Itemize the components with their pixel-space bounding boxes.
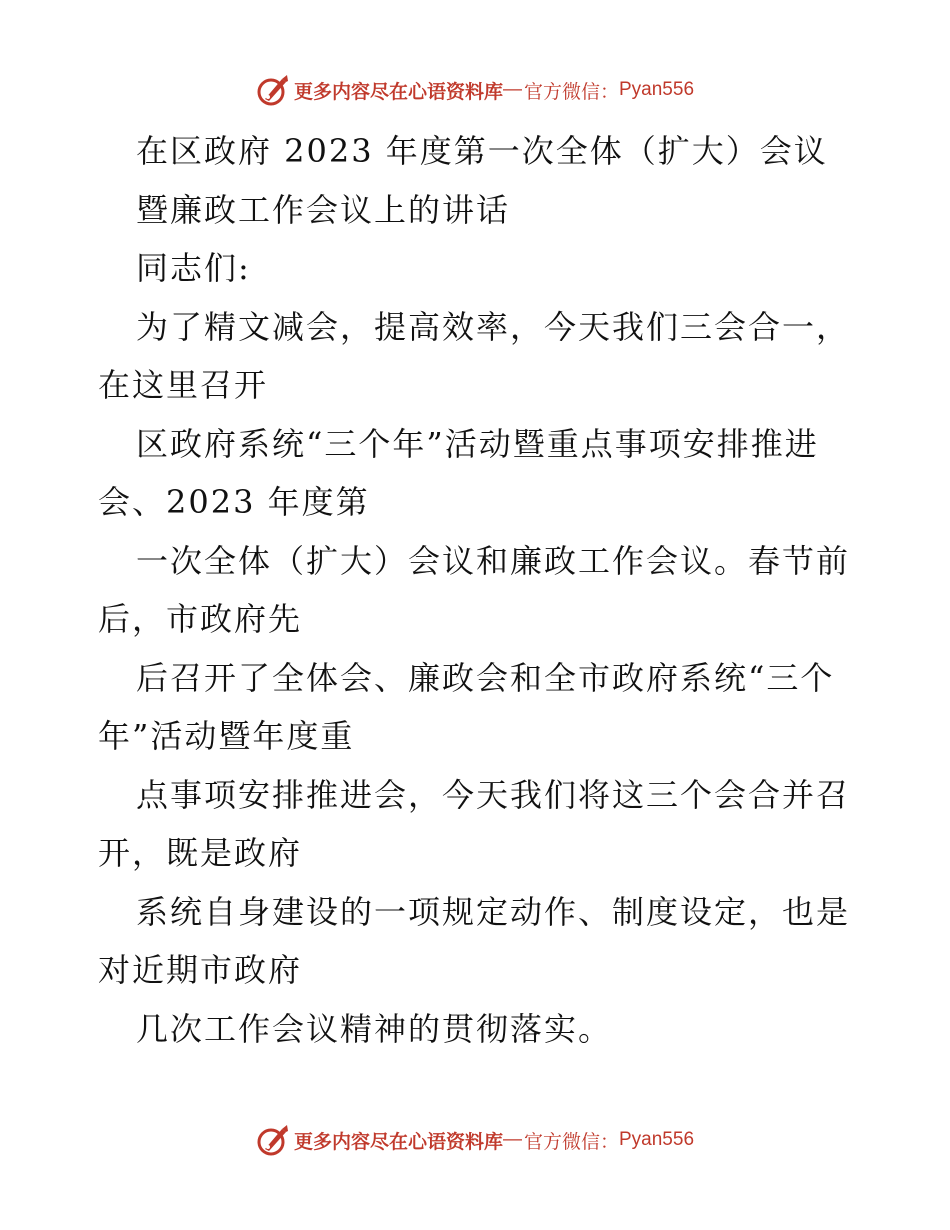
document-title-line-2: 暨廉政工作会议上的讲话 — [136, 190, 511, 229]
watermark-wechat-label: 官方微信： — [523, 80, 619, 103]
paragraph-line: 几次工作会议精神的贯彻落实。 — [136, 1009, 613, 1048]
quill-logo-icon — [256, 1123, 290, 1157]
watermark-banner-bottom — [0, 1120, 950, 1160]
watermark-wechat-id: Pyan556 — [619, 1129, 695, 1150]
quill-logo-icon — [256, 73, 290, 107]
document-body — [98, 122, 858, 1058]
watermark-wechat-id: Pyan556 — [619, 79, 695, 100]
watermark-text: 更多内容尽在心语资料库 — [293, 1130, 503, 1153]
paragraph-line: 开，既是政府 — [98, 834, 303, 872]
watermark-banner-top — [0, 70, 950, 110]
paragraph-line: 会、2023 年度第 — [98, 483, 370, 521]
paragraph-line: 为了精文减会，提高效率，今天我们三会合一， — [136, 307, 851, 346]
paragraph-line: 在这里召开 — [98, 366, 269, 404]
paragraph-line: 年”活动暨年度重 — [98, 717, 355, 755]
watermark-wechat-label: 官方微信： — [523, 1130, 619, 1153]
paragraph-line: 系统自身建设的一项规定动作、制度设定，也是 — [136, 892, 851, 931]
document-title-line-1: 在区政府 2023 年度第一次全体（扩大）会议 — [136, 132, 828, 170]
watermark-dash: — — [502, 79, 522, 100]
paragraph-line: 后，市政府先 — [98, 600, 303, 638]
paragraph-line: 点事项安排推进会，今天我们将这三个会合并召 — [136, 775, 851, 814]
salutation: 同志们: — [136, 249, 251, 287]
watermark-text: 更多内容尽在心语资料库 — [293, 80, 503, 103]
paragraph-line: 后召开了全体会、廉政会和全市政府系统“三个 — [136, 658, 835, 697]
paragraph-line: 对近期市政府 — [98, 951, 303, 989]
paragraph-line: 区政府系统“三个年”活动暨重点事项安排推进 — [136, 424, 819, 463]
paragraph-line: 一次全体（扩大）会议和廉政工作会议。春节前 — [136, 541, 851, 580]
watermark-dash: — — [502, 1129, 522, 1150]
